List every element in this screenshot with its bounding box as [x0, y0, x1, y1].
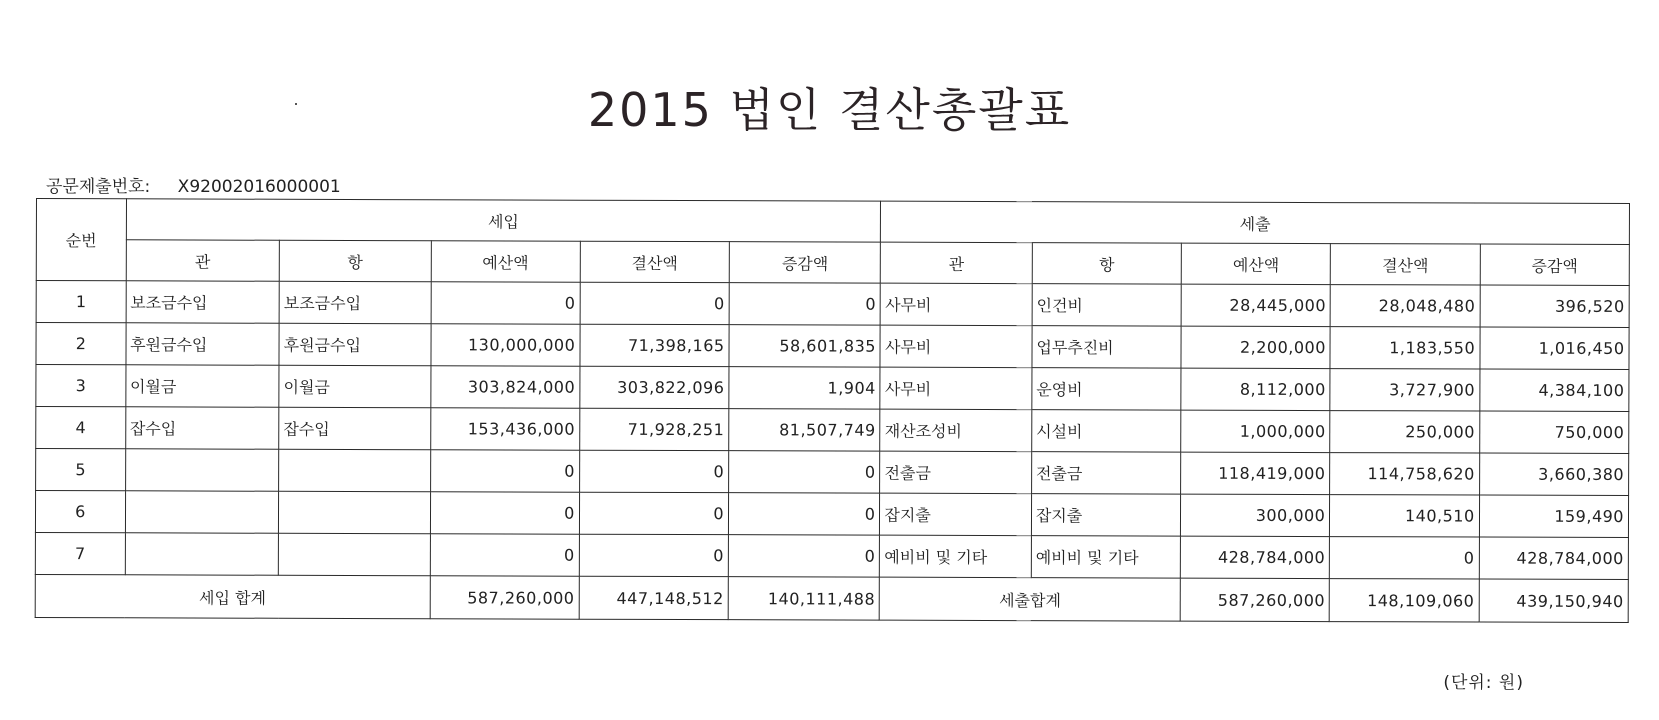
- income-budget: 130,000,000: [430, 324, 579, 366]
- row-seq: 5: [36, 449, 126, 491]
- income-total-label: 세입 합계: [35, 574, 430, 618]
- scan-speck: [295, 103, 297, 105]
- table-row: [35, 491, 1628, 538]
- income-budget: 303,824,000: [430, 366, 579, 408]
- expense-col-hang: 항: [1032, 243, 1181, 284]
- expense-hang: 전출금: [1031, 452, 1180, 494]
- expense-diff: 1,016,450: [1480, 327, 1629, 369]
- unit-note: (단위: 원): [1443, 673, 1524, 693]
- income-hang: 후원금수입: [279, 323, 431, 365]
- expense-gwan: 사무비: [880, 367, 1032, 409]
- row-seq: 3: [36, 365, 126, 407]
- expense-budget: 2,200,000: [1181, 326, 1330, 368]
- income-gwan: [125, 533, 279, 575]
- expense-total-budget: 587,260,000: [1180, 578, 1329, 621]
- expense-settled: 0: [1330, 537, 1479, 579]
- seq-header: 순번: [36, 199, 126, 281]
- income-diff: 0: [729, 451, 881, 493]
- document-title: 2015 법인 결산총괄표: [587, 83, 1072, 137]
- expense-settled: 250,000: [1330, 411, 1479, 453]
- expense-hang: 업무추진비: [1032, 326, 1181, 368]
- expense-gwan: 사무비: [881, 283, 1033, 325]
- expense-diff: 750,000: [1479, 411, 1628, 453]
- income-gwan: [125, 449, 279, 491]
- income-hang: 잡수입: [279, 407, 431, 449]
- expense-gwan: 잡지출: [880, 493, 1032, 535]
- income-settled: 0: [579, 450, 728, 492]
- table-row: [35, 532, 1628, 579]
- expense-budget: 118,419,000: [1181, 452, 1330, 494]
- expense-hang: 시설비: [1032, 410, 1181, 452]
- income-settled: 0: [580, 282, 729, 324]
- table-row: [36, 281, 1629, 328]
- row-seq: 4: [36, 407, 126, 449]
- expense-settled: 3,727,900: [1330, 369, 1479, 411]
- expense-gwan: 예비비 및 기타: [880, 535, 1032, 577]
- expense-col-budget: 예산액: [1181, 243, 1330, 284]
- expense-gwan: 재산조성비: [880, 409, 1032, 451]
- income-gwan: 이월금: [125, 365, 279, 407]
- header-row-group: [36, 199, 1629, 245]
- expense-budget: 1,000,000: [1181, 410, 1330, 452]
- expense-total-diff: 439,150,940: [1479, 579, 1628, 622]
- income-group-header: 세입: [126, 199, 881, 242]
- expense-settled: 1,183,550: [1330, 327, 1479, 369]
- income-total-diff: 140,111,488: [728, 577, 880, 620]
- expense-hang: 잡지출: [1031, 494, 1180, 536]
- income-settled: 0: [579, 534, 728, 576]
- income-col-diff: 증감액: [729, 242, 881, 283]
- row-seq: 1: [36, 281, 126, 323]
- expense-budget: 28,445,000: [1181, 284, 1330, 326]
- income-hang: [279, 449, 431, 491]
- expense-hang: 인건비: [1032, 284, 1181, 326]
- expense-settled: 114,758,620: [1330, 453, 1479, 495]
- expense-gwan: 사무비: [880, 325, 1032, 367]
- row-seq: 2: [36, 323, 126, 365]
- table-row: [36, 365, 1629, 412]
- income-diff: 0: [729, 283, 881, 325]
- expense-col-gwan: 관: [881, 242, 1033, 283]
- settlement-summary-table: [35, 198, 1630, 623]
- doc-number-line: [46, 172, 341, 197]
- expense-hang: 예비비 및 기타: [1031, 536, 1180, 578]
- expense-budget: 428,784,000: [1180, 536, 1329, 578]
- income-col-gwan: 관: [126, 240, 280, 281]
- income-gwan: 보조금수입: [126, 281, 280, 323]
- income-settled: 303,822,096: [580, 366, 729, 408]
- income-budget: 153,436,000: [430, 408, 579, 450]
- income-gwan: 후원금수입: [126, 323, 280, 365]
- table-row: [36, 407, 1629, 454]
- income-budget: 0: [430, 450, 579, 492]
- expense-total-label: 세출합계: [880, 577, 1181, 621]
- expense-hang: 운영비: [1032, 368, 1181, 410]
- expense-total-settled: 148,109,060: [1330, 579, 1479, 622]
- income-diff: 0: [728, 493, 880, 535]
- income-total-budget: 587,260,000: [430, 576, 579, 619]
- income-col-hang: 항: [279, 240, 431, 281]
- doc-number-value: X92002016000001: [177, 177, 341, 197]
- expense-diff: 4,384,100: [1479, 369, 1628, 411]
- income-col-settled: 결산액: [580, 241, 729, 282]
- expense-budget: 8,112,000: [1181, 368, 1330, 410]
- income-budget: 0: [430, 492, 579, 534]
- expense-settled: 28,048,480: [1330, 285, 1479, 327]
- income-gwan: [125, 491, 279, 533]
- row-seq: 6: [35, 491, 125, 533]
- income-hang: [278, 533, 430, 575]
- expense-col-settled: 결산액: [1331, 244, 1480, 285]
- income-diff: 58,601,835: [729, 325, 881, 367]
- income-settled: 0: [579, 492, 728, 534]
- income-gwan: 잡수입: [125, 407, 279, 449]
- income-total-settled: 447,148,512: [579, 576, 728, 619]
- expense-diff: 428,784,000: [1479, 537, 1628, 579]
- header-row-columns: [36, 240, 1629, 286]
- income-budget: 0: [431, 282, 580, 324]
- income-settled: 71,928,251: [579, 408, 728, 450]
- income-settled: 71,398,165: [580, 324, 729, 366]
- table-row: [36, 323, 1629, 370]
- expense-gwan: 전출금: [880, 451, 1032, 493]
- expense-diff: 159,490: [1479, 495, 1628, 537]
- income-col-budget: 예산액: [431, 241, 580, 282]
- expense-diff: 396,520: [1480, 285, 1629, 327]
- row-seq: 7: [35, 532, 125, 574]
- income-hang: 이월금: [279, 365, 431, 407]
- income-diff: 0: [728, 535, 880, 577]
- totals-row: [35, 574, 1628, 622]
- income-hang: [279, 491, 431, 533]
- expense-diff: 3,660,380: [1479, 453, 1628, 495]
- expense-budget: 300,000: [1181, 494, 1330, 536]
- income-budget: 0: [430, 534, 579, 576]
- income-diff: 81,507,749: [729, 409, 881, 451]
- income-diff: 1,904: [729, 367, 881, 409]
- expense-group-header: 세출: [881, 201, 1630, 244]
- income-hang: 보조금수입: [279, 281, 431, 323]
- doc-number-label: 공문제출번호:: [46, 177, 151, 197]
- table-row: [36, 449, 1629, 496]
- expense-col-diff: 증감액: [1480, 244, 1629, 285]
- expense-settled: 140,510: [1330, 495, 1479, 537]
